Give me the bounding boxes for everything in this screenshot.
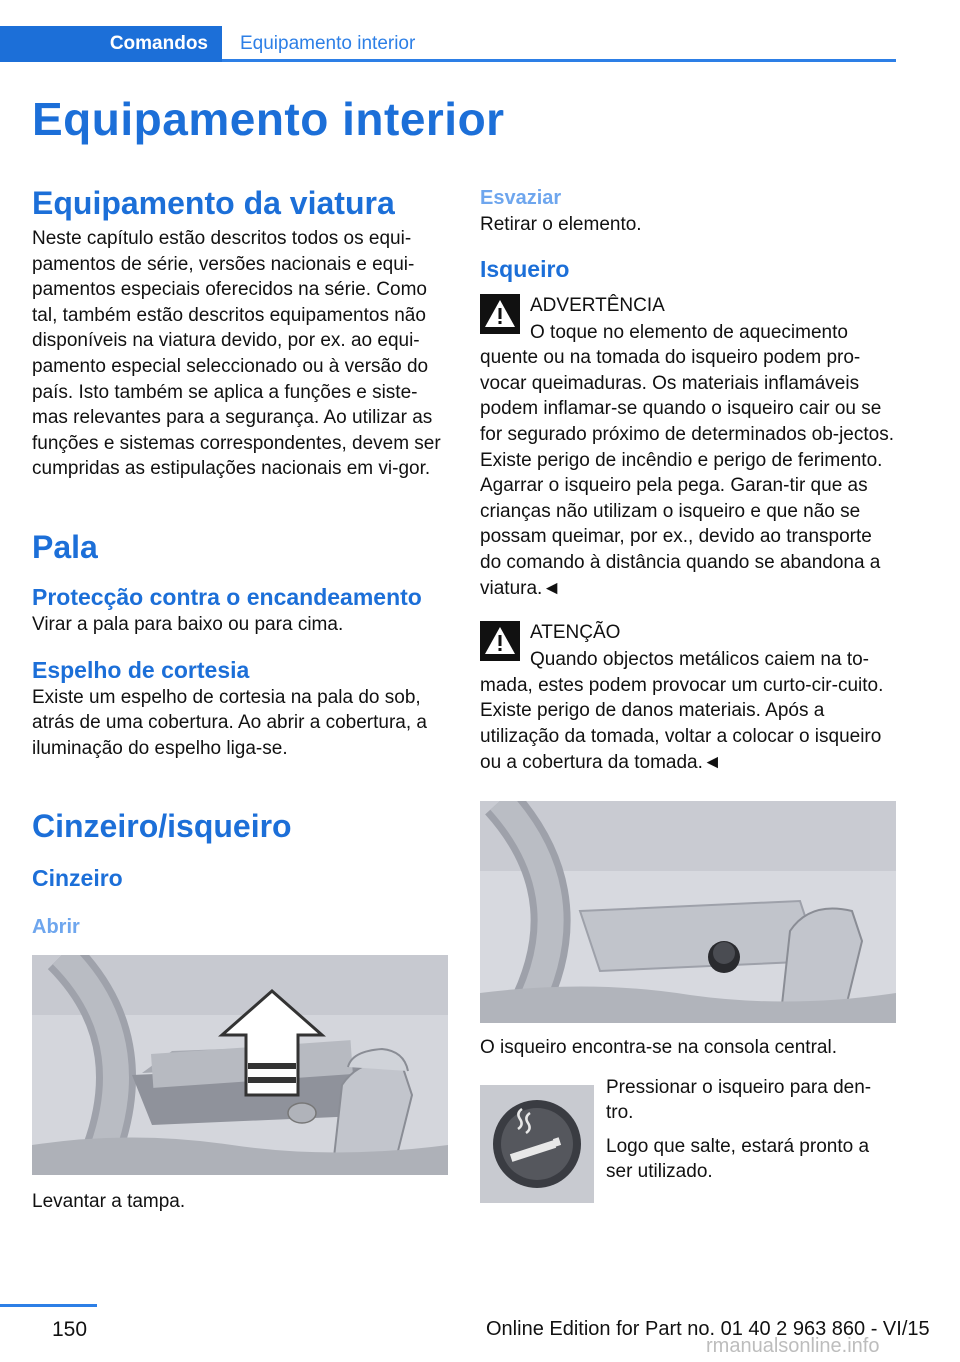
warning-triangle-icon bbox=[480, 294, 520, 334]
warning-body-atencao: Quando objectos metálicos caiem na to-mada, estes podem provocar um curto-cir-cuito. Existe perigo de danos materiais. Após a utilização da tomada, voltar a colocar o isqueiro ou a cobertura da tomada.◄ bbox=[480, 649, 884, 773]
paragraph-espelho-de-cortesia: Existe um espelho de cortesia na pala do sob, atrás de uma cobertura. Ao abrir a cobertura, a iluminação do espelho liga-se. bbox=[32, 686, 427, 759]
center-console-lighter-photo bbox=[480, 801, 896, 1023]
warning-triangle-icon bbox=[480, 621, 520, 661]
ashtray-open-illustration bbox=[32, 955, 448, 1175]
edition-footer: Online Edition for Part no. 01 40 2 963 860 - VI/15 bbox=[486, 1318, 930, 1340]
footer-rule bbox=[0, 1304, 97, 1307]
heading-equipamento-da-viatura: Equipamento da viatura bbox=[32, 185, 395, 221]
paragraph-proteccao-encandeamento: Virar a pala para baixo ou para cima. bbox=[32, 613, 344, 635]
heading-isqueiro: Isqueiro bbox=[480, 255, 570, 282]
heading-cinzeiro-isqueiro: Cinzeiro/isqueiro bbox=[32, 808, 292, 845]
chapter-tab-comandos: Comandos bbox=[0, 26, 222, 62]
caption-isqueiro-consola: O isqueiro encontra-se na consola central. bbox=[480, 1037, 837, 1059]
header-rule bbox=[222, 59, 896, 62]
heading-esvaziar: Esvaziar bbox=[480, 187, 562, 209]
warning-title-advertencia: ADVERTÊNCIA bbox=[530, 294, 665, 316]
instruction-pressionar: Pressionar o isqueiro para den-tro. bbox=[606, 1076, 872, 1124]
caption-levantar-tampa: Levantar a tampa. bbox=[32, 1191, 186, 1213]
watermark: rmanualsonline.info bbox=[706, 1335, 880, 1357]
page-number: 150 bbox=[52, 1318, 88, 1341]
page-title: Equipamento interior bbox=[32, 93, 505, 145]
warning-atencao bbox=[480, 619, 896, 775]
heading-pala: Pala bbox=[32, 528, 98, 565]
warning-advertencia bbox=[480, 292, 896, 602]
warning-title-atencao: ATENÇÃO bbox=[530, 622, 621, 644]
section-tab-equipamento-interior: Equipamento interior bbox=[240, 33, 416, 54]
paragraph-esvaziar: Retirar o elemento. bbox=[480, 214, 642, 235]
lighter-instructions bbox=[480, 1075, 896, 1205]
cigarette-lighter-button-icon bbox=[480, 1085, 594, 1203]
right-column bbox=[480, 184, 896, 1205]
heading-abrir: Abrir bbox=[32, 916, 80, 939]
heading-cinzeiro: Cinzeiro bbox=[32, 865, 123, 892]
warning-body-advertencia: O toque no elemento de aquecimento quente ou na tomada do isqueiro podem pro-vocar queimaduras. Os materiais inflamáveis podem inflamar-se quando o isqueiro cair ou se for segurado próximo de determinados ob-jectos. Existe perigo de incêndio e perigo de ferimento. Agarrar o isqueiro pela pega. Garan-tir que as crianças não utilizam o isqueiro e que não se possam queimar, por ex., devido ao transporte do comando à distância quando se abandona a viatura.◄ bbox=[480, 321, 895, 599]
instruction-pronto: Logo que salte, estará pronto a ser utilizado. bbox=[606, 1135, 870, 1183]
heading-espelho-de-cortesia: Espelho de cortesia bbox=[32, 656, 250, 683]
left-column bbox=[32, 182, 450, 1215]
paragraph-equipamento-da-viatura: Neste capítulo estão descritos todos os equi-pamentos de série, versões nacionais e equi-pamentos especiais oferecidos na série. Como tal, também estão descritos equipamentos não disponíveis na viatura devido, por ex. ao equi-pamento especial seleccionado ou à versão do país. Isto também se aplica a funções e siste-mas relevantes para a segurança. Ao utilizar as funções e sistemas correspondentes, devem ser cumpridas as estipulações nacionais em vi-gor. bbox=[32, 228, 441, 480]
heading-proteccao-encandeamento: Protecção contra o encandeamento bbox=[32, 583, 422, 610]
